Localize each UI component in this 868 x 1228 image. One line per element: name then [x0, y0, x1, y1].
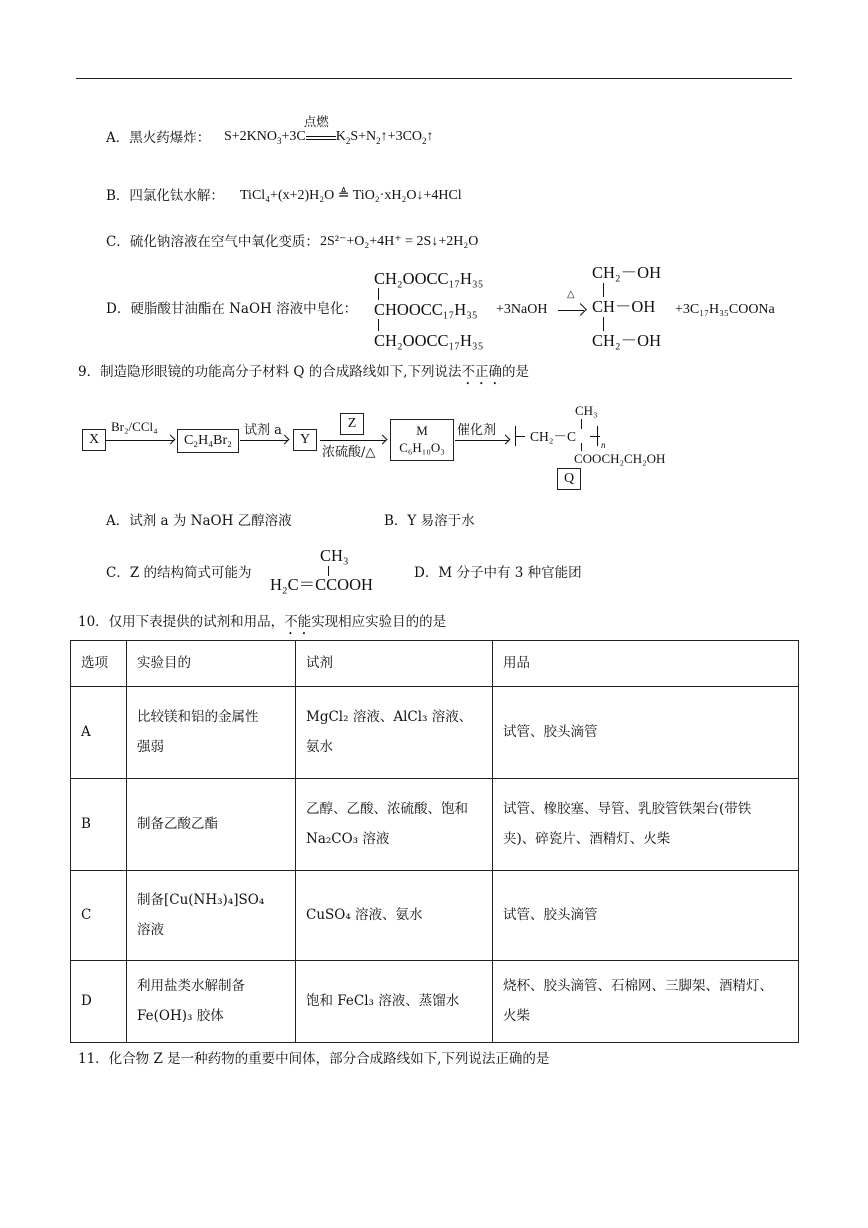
q9-stem: 9．制造隐形眼镜的功能高分子材料 Q 的合成路线如下,下列说法不正确的是: [78, 364, 530, 380]
q8-option-b-equation: TiCl₄+(x+2)H₂O ≜ TiO₂·xH₂O↓+4HCl: [240, 188, 462, 203]
d-salt: +3C₁₇H₃₅COONa: [675, 302, 775, 317]
bond-line: [590, 436, 600, 437]
compound-x-box: X: [82, 429, 106, 451]
route-arrow: [320, 440, 386, 441]
arrow-head: [378, 435, 388, 445]
table-row: [71, 961, 799, 1043]
bond-line: [603, 317, 604, 331]
row-goal: 比较镁和铝的金属性 强弱: [127, 687, 296, 779]
reagent-a: 试剂 a: [244, 423, 282, 438]
table-row: [71, 871, 799, 961]
table-row: [71, 779, 799, 871]
row-goal: 制备乙酸乙酯: [127, 779, 296, 871]
q-n: n: [601, 440, 606, 450]
bond-line: [603, 283, 604, 297]
header-option: 选项: [71, 641, 127, 687]
compound-q-box: Q: [557, 468, 581, 490]
d-heat-condition: △: [567, 289, 575, 300]
header-goal: 实验目的: [127, 641, 296, 687]
q11-stem: 11．化合物 Z 是一种药物的重要中间体，部分合成路线如下,下列说法正确的是: [78, 1051, 550, 1067]
d-reactant-row1: CH₂OOCC₁₇H₃₅: [374, 269, 484, 288]
catalyst-label: 催化剂: [457, 423, 497, 438]
q9-option-c-ch3: CH₃: [320, 546, 349, 565]
row-items: 试管、胶头滴管: [493, 871, 799, 961]
bond-line: [581, 443, 582, 451]
q9-option-c: C．Z 的结构简式可能为: [106, 565, 252, 581]
q9-option-c-structure: H₂C＝CCOOH: [270, 575, 373, 594]
q8-option-c-equation: 2S²⁻+O₂+4H⁺ = 2S↓+2H₂O: [320, 234, 479, 249]
polymer-bracket-right: [597, 426, 598, 446]
row-option: B: [71, 779, 127, 871]
row-reagent: CuSO₄ 溶液、氨水: [296, 871, 493, 961]
q-ch3: CH₃: [575, 403, 598, 418]
q9-option-d: D．M 分子中有 3 种官能团: [414, 565, 582, 581]
row-goal: 利用盐类水解制备 Fe(OH)₃ 胶体: [127, 961, 296, 1043]
q9-option-b: B．Y 易溶于水: [384, 513, 475, 529]
ignite-condition: 点燃: [303, 115, 329, 129]
compound-c2h4br2-box: C₂H₄Br₂: [177, 429, 239, 453]
d-reactant-row2: CHOOCC₁₇H₃₅: [374, 300, 478, 319]
route-arrow: [106, 440, 174, 441]
q8-option-a-equation: $S+2KNO_3+3C$ 点燃 $K_2S+N_2↑+3CO_2↑$: [224, 115, 434, 146]
header-rule: [76, 78, 792, 79]
compound-z-box: Z: [340, 413, 364, 435]
compound-m-formula: C₆H₁₀O₃: [399, 440, 445, 455]
row-items: 试管、橡胶塞、导管、乳胶管铁架台(带铁 夹)、碎瓷片、酒精灯、火柴: [493, 779, 799, 871]
row-option: A: [71, 687, 127, 779]
q8-option-d-label: D．硬脂酸甘油酯在 NaOH 溶液中皂化：: [106, 301, 358, 317]
q-chain: CH₂－C: [530, 429, 576, 444]
table-header-row: [71, 641, 799, 687]
row-items: 烧杯、胶头滴管、石棉网、三脚架、酒精灯、 火柴: [493, 961, 799, 1043]
q10-table: [70, 640, 799, 1043]
arrow-head: [166, 435, 176, 445]
row-reagent: 乙醇、乙酸、浓硫酸、饱和 Na₂CO₃ 溶液: [296, 779, 493, 871]
q10-stem: 10．仅用下表提供的试剂和用品，不能实现相应实验目的的是: [78, 614, 447, 630]
d-product-row1: CH₂－OH: [592, 263, 662, 282]
bond-line: [378, 319, 379, 331]
d-naoh: +3NaOH: [496, 302, 548, 317]
arrow-head: [501, 435, 511, 445]
d-reactant-row3: CH₂OOCC₁₇H₃₅: [374, 331, 484, 350]
reagent-br2: Br₂/CCl₄: [111, 419, 158, 434]
row-reagent: 饱和 FeCl₃ 溶液、蒸馏水: [296, 961, 493, 1043]
q8-option-c-label: C．硫化钠溶液在空气中氧化变质：: [106, 234, 319, 250]
arrow-head: [574, 303, 587, 316]
header-reagent: 试剂: [296, 641, 493, 687]
bond-line: [378, 288, 379, 300]
bond-line: [581, 419, 582, 429]
header-items: 用品: [493, 641, 799, 687]
d-product-row3: CH₂－OH: [592, 331, 662, 350]
q8-option-b-label: B．四氯化钛水解：: [106, 188, 224, 204]
row-reagent: MgCl₂ 溶液、AlCl₃ 溶液、 氨水: [296, 687, 493, 779]
bond-line: [515, 436, 525, 437]
condition-conc-h2so4: 浓硫酸/△: [322, 445, 376, 460]
row-option: C: [71, 871, 127, 961]
q9-option-a: A．试剂 a 为 NaOH 乙醇溶液: [106, 513, 292, 529]
row-items: 试管、胶头滴管: [493, 687, 799, 779]
row-goal: 制备[Cu(NH₃)₄]SO₄ 溶液: [127, 871, 296, 961]
arrow-head: [280, 435, 290, 445]
row-option: D: [71, 961, 127, 1043]
compound-m-label: M: [416, 423, 428, 438]
compound-m-box: [390, 419, 454, 461]
q-ester-group: COOCH₂CH₂OH: [574, 451, 666, 466]
table-row: [71, 687, 799, 779]
compound-y-box: Y: [293, 429, 317, 451]
q8-option-a-label: A．黑火药爆炸：: [106, 130, 211, 146]
d-product-row2: CH－OH: [592, 297, 656, 316]
